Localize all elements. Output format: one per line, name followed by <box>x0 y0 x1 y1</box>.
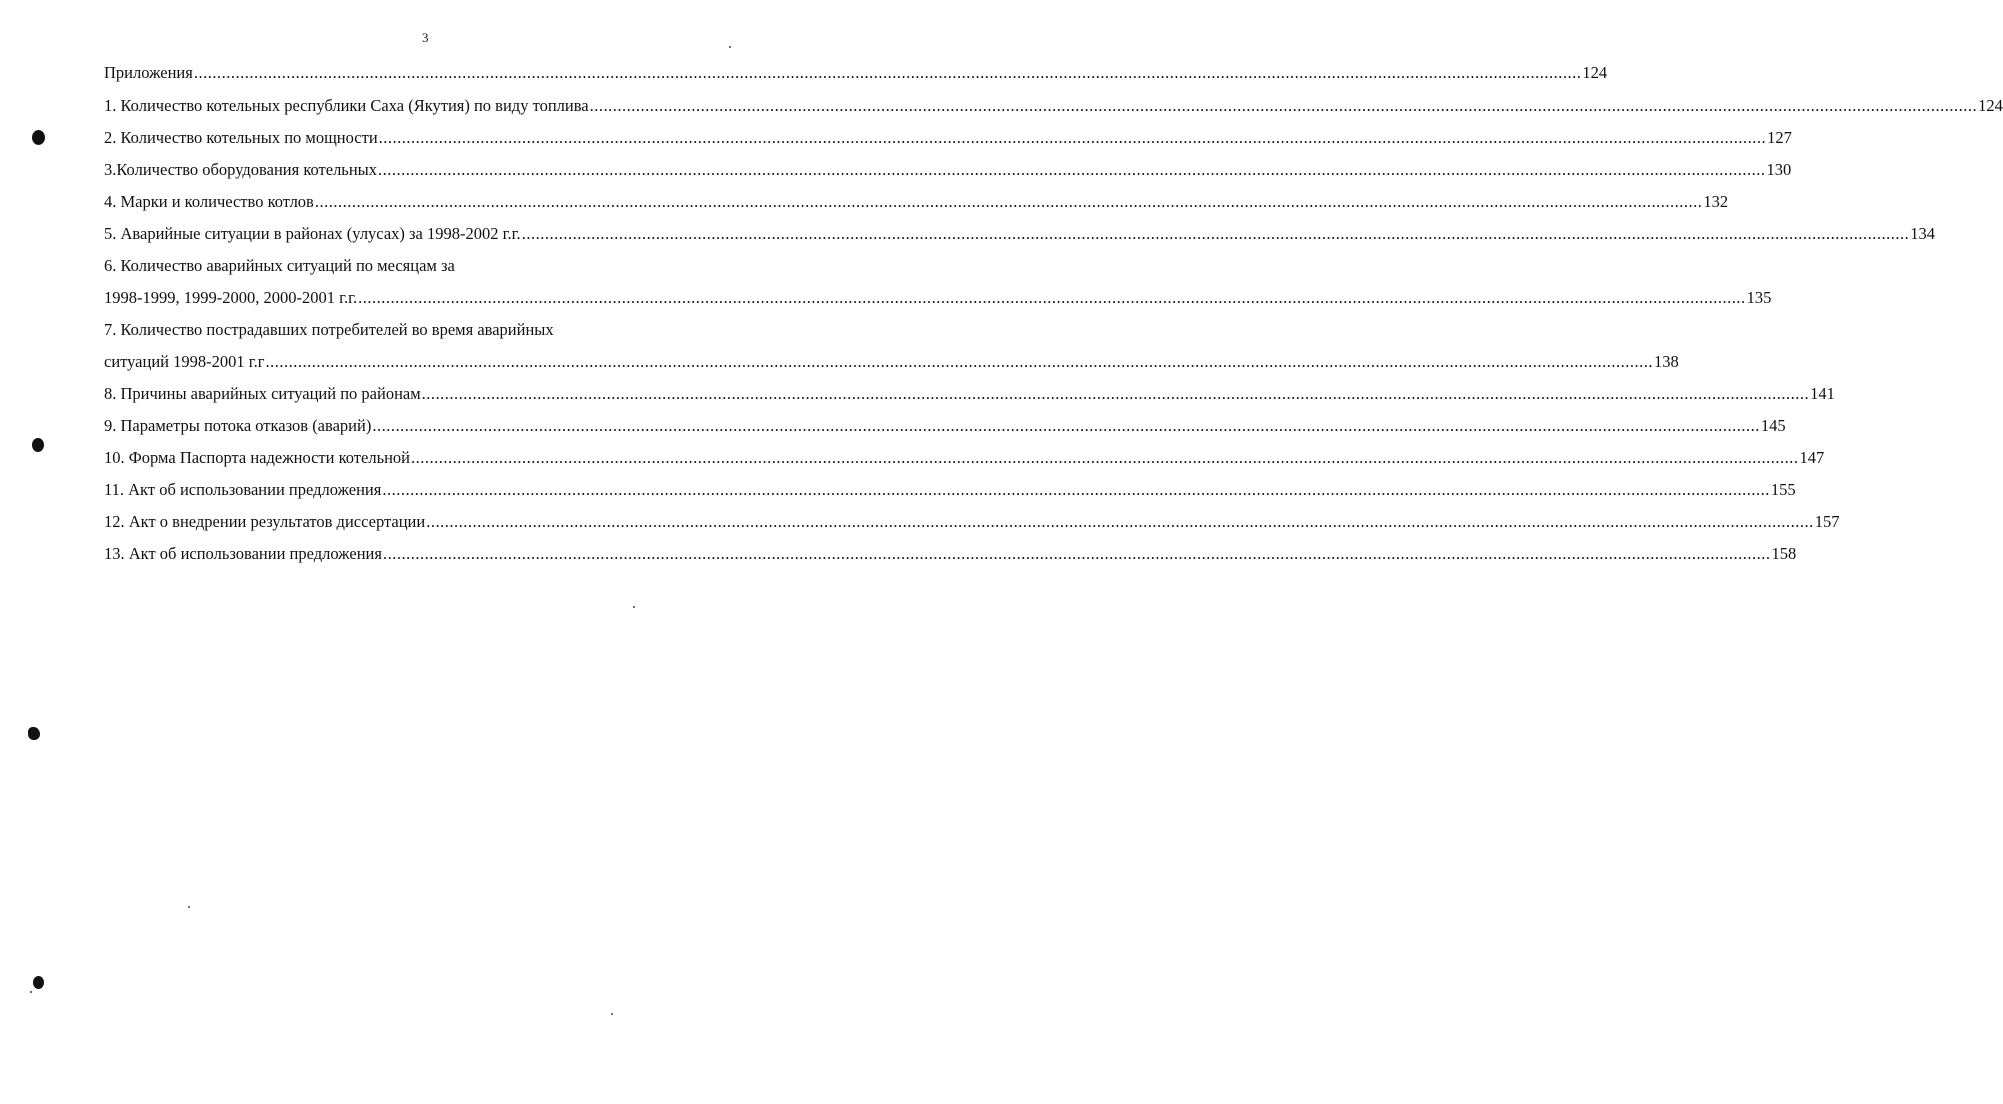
toc-leader-dots: ............................................................................................................................................................................................................................................................................................................ <box>372 416 1760 435</box>
toc-entry-4 <box>104 190 1729 214</box>
toc-entry-text: 1998-1999, 1999-2000, 2000-2001 г.г. <box>104 288 358 307</box>
toc-entry-2 <box>104 126 1792 150</box>
toc-entry-text: 5. Аварийные ситуации в районах (улусах) за 1998-2002 г.г. <box>104 224 521 243</box>
toc-entry-text: 11. Акт об использовании предложения <box>104 480 382 499</box>
toc-entry-page: 127 <box>1767 128 1792 147</box>
toc-entry-page: 130 <box>1766 160 1792 179</box>
toc-leader-dots: ............................................................................................................................................................................................................................................................................................................ <box>411 448 1799 467</box>
toc-entry-1 <box>104 94 2003 118</box>
toc-entry-page: 124 <box>1582 63 1608 82</box>
toc-entry-8 <box>104 382 1835 406</box>
toc-leader-dots: ............................................................................................................................................................................................................................................................................................................ <box>589 96 1978 115</box>
toc-leader-dots: ............................................................................................................................................................................................................................................................................................................ <box>382 480 1770 499</box>
punch-hole-mark <box>32 130 45 145</box>
toc-entry-3 <box>104 158 1792 182</box>
toc-entry-text: Приложения <box>104 63 193 82</box>
toc-entry-page: 157 <box>1814 512 1840 531</box>
scan-speck <box>729 46 731 48</box>
toc-leader-dots: ............................................................................................................................................................................................................................................................................................................ <box>521 224 1910 243</box>
toc-entry-7-line2 <box>104 350 1679 374</box>
toc-leader-dots: ............................................................................................................................................................................................................................................................................................................ <box>314 192 1703 211</box>
toc-entry-page: 145 <box>1760 416 1786 435</box>
page-number: 3 <box>422 30 429 45</box>
scan-speck <box>188 906 190 908</box>
punch-hole-mark <box>33 976 44 989</box>
toc-entry-6-line1 <box>104 254 455 278</box>
toc-entry-text: 12. Акт о внедрении результатов диссертации <box>104 512 426 531</box>
toc-entry-text: 3.Количество оборудования котельных <box>104 160 377 179</box>
toc-entry-text: 13. Акт об использовании предложения <box>104 544 382 563</box>
toc-entry-page: 158 <box>1771 544 1797 563</box>
toc-leader-dots: ............................................................................................................................................................................................................................................................................................................ <box>382 544 1771 563</box>
punch-hole-mark <box>28 727 40 740</box>
toc-entry-text: 1. Количество котельных республики Саха (Якутия) по виду топлива <box>104 96 589 115</box>
toc-entry-page: 141 <box>1810 384 1835 403</box>
toc-entry-12 <box>104 510 1840 534</box>
toc-entry-page: 132 <box>1703 192 1729 211</box>
toc-leader-dots: ............................................................................................................................................................................................................................................................................................................ <box>426 512 1814 531</box>
toc-entry-appendices <box>104 61 1608 85</box>
toc-entry-text: 10. Форма Паспорта надежности котельной <box>104 448 411 467</box>
toc-entry-text: 2. Количество котельных по мощности <box>104 128 378 147</box>
scan-speck <box>30 991 32 993</box>
toc-entry-text: 4. Марки и количество котлов <box>104 192 314 211</box>
toc-entry-text: 8. Причины аварийных ситуаций по районам <box>104 384 421 403</box>
toc-entry-text: 6. Количество аварийных ситуаций по месяцам за <box>104 256 455 275</box>
toc-entry-13 <box>104 542 1797 566</box>
toc-entry-page: 138 <box>1654 352 1679 371</box>
toc-entry-11 <box>104 478 1796 502</box>
toc-entry-text: 7. Количество пострадавших потребителей во время аварийных <box>104 320 554 339</box>
toc-leader-dots: ............................................................................................................................................................................................................................................................................................................ <box>421 384 1810 403</box>
toc-leader-dots: ............................................................................................................................................................................................................................................................................................................ <box>378 160 1766 179</box>
toc-entry-7-line1 <box>104 318 554 342</box>
punch-hole-mark <box>32 438 44 452</box>
toc-leader-dots: ............................................................................................................................................................................................................................................................................................................ <box>378 128 1767 147</box>
toc-entry-6-line2 <box>104 286 1772 310</box>
toc-entry-page: 155 <box>1770 480 1796 499</box>
toc-leader-dots: ............................................................................................................................................................................................................................................................................................................ <box>265 352 1654 371</box>
toc-entry-page: 147 <box>1799 448 1825 467</box>
scan-speck <box>633 606 635 608</box>
toc-entry-page: 134 <box>1910 224 1935 243</box>
toc-entry-text: ситуаций 1998-2001 г.г <box>104 352 265 371</box>
toc-entry-5 <box>104 222 1935 246</box>
toc-entry-10 <box>104 446 1825 470</box>
toc-entry-page: 124 <box>1978 96 2003 115</box>
scan-speck <box>611 1013 613 1015</box>
toc-entry-9 <box>104 414 1786 438</box>
toc-leader-dots: ............................................................................................................................................................................................................................................................................................................ <box>193 63 1582 82</box>
toc-entry-page: 135 <box>1746 288 1772 307</box>
toc-entry-text: 9. Параметры потока отказов (аварий) <box>104 416 372 435</box>
toc-leader-dots: ............................................................................................................................................................................................................................................................................................................ <box>358 288 1746 307</box>
